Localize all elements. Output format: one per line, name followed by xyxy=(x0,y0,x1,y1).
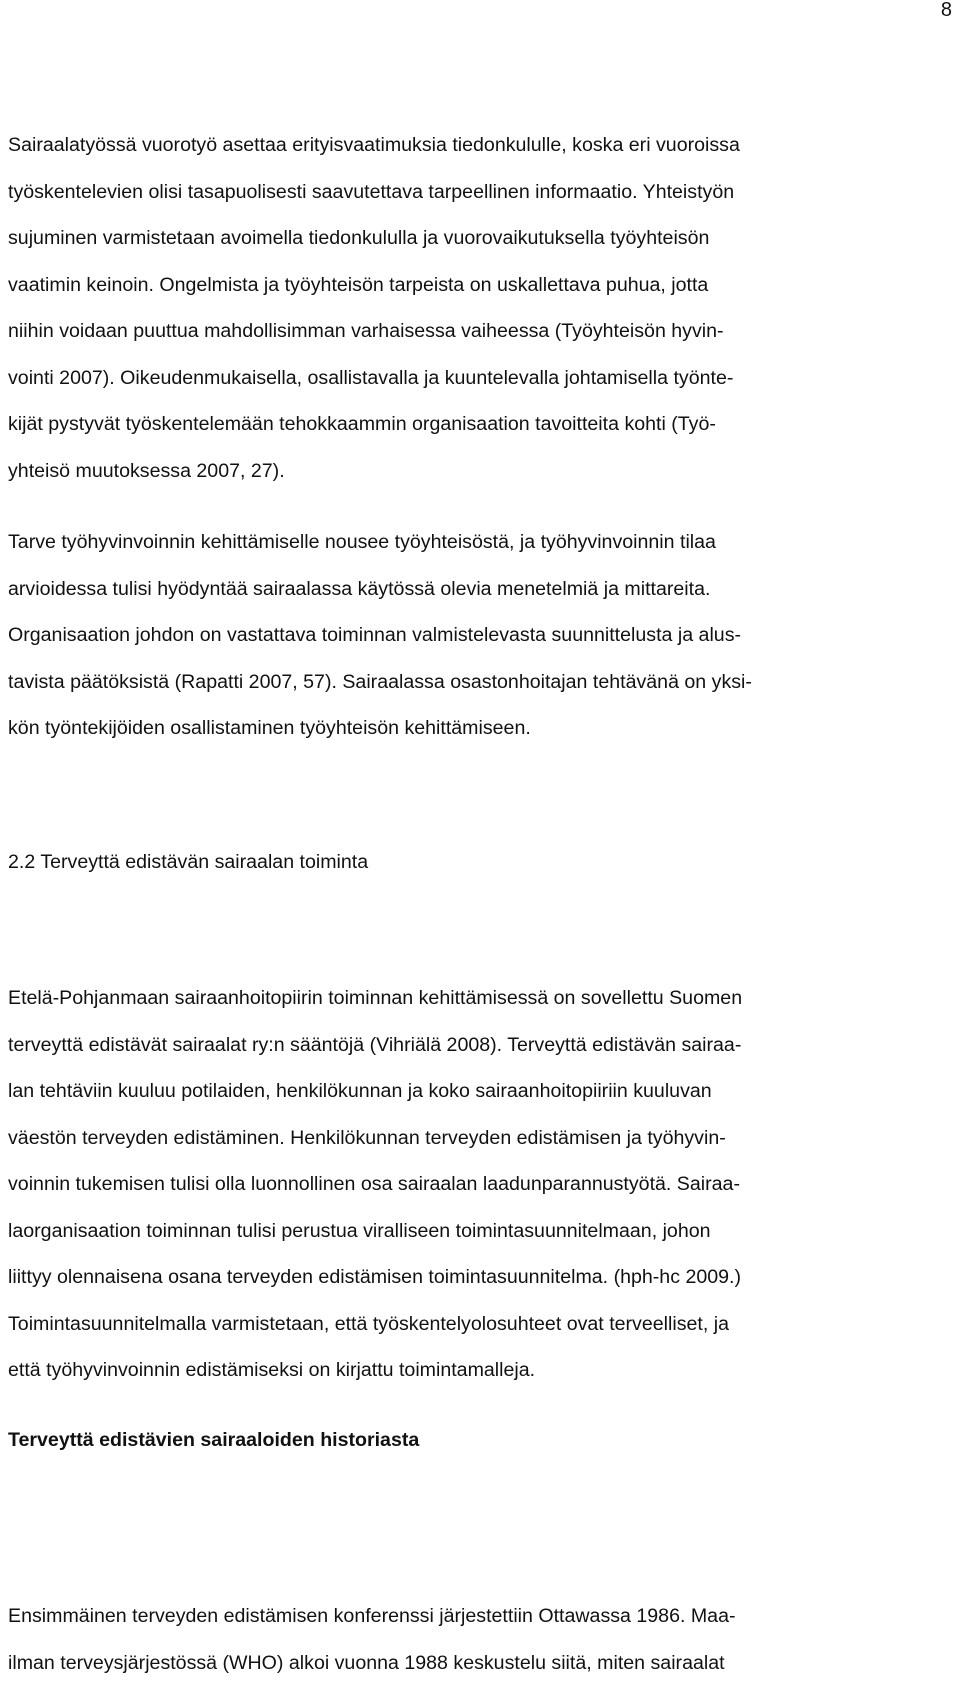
paragraph-line: vointi 2007). Oikeudenmukaisella, osallistavalla ja kuuntelevalla johtamisella työnte- xyxy=(8,366,734,389)
paragraph-line: arvioidessa tulisi hyödyntää sairaalassa käytössä olevia menetelmiä ja mittareita. xyxy=(8,577,711,600)
paragraph-2 xyxy=(8,519,956,752)
paragraph-line: ilman terveysjärjestössä (WHO) alkoi vuonna 1988 keskustelu siitä, miten sairaalat xyxy=(8,1651,725,1674)
paragraph-line: työskentelevien olisi tasapuolisesti saavutettava tarpeellinen informaatio. Yhteistyön xyxy=(8,180,735,203)
paragraph-line: Sairaalatyössä vuorotyö asettaa erityisvaatimuksia tiedonkululle, koska eri vuoroissa xyxy=(8,134,740,156)
paragraph-line: Organisaation johdon on vastattava toiminnan valmistelevasta suunnittelusta ja alus- xyxy=(8,624,742,646)
paragraph-1 xyxy=(8,122,956,494)
paragraph-line: kijät pystyvät työskentelemään tehokkaammin organisaation tavoitteita kohti (Työ- xyxy=(8,413,716,435)
paragraph-line: yhteisö muutoksessa 2007, 27). xyxy=(8,459,285,482)
paragraph-line: liittyy olennaisena osana terveyden edistämisen toimintasuunnitelma. (hph-hc 2009.) xyxy=(8,1266,742,1288)
page-number: 8 xyxy=(940,0,952,21)
paragraph-line: Etelä-Pohjanmaan sairaanhoitopiirin toiminnan kehittämisessä on sovellettu Suomen xyxy=(8,987,743,1009)
paragraph-4 xyxy=(8,1593,956,1686)
paragraph-line: sujuminen varmistetaan avoimella tiedonkululla ja vuorovaikutuksella työyhteisön xyxy=(8,227,710,249)
paragraph-line: vaatimin keinoin. Ongelmista ja työyhteisön tarpeista on uskallettava puhua, jotta xyxy=(8,273,709,296)
paragraph-line: Tarve työhyvinvoinnin kehittämiselle nousee työyhteisöstä, ja työhyvinvoinnin tilaa xyxy=(8,531,716,553)
paragraph-line: väestön terveyden edistäminen. Henkilökunnan terveyden edistämisen ja työhyvin- xyxy=(8,1126,726,1149)
paragraph-line: niihin voidaan puuttua mahdollisimman varhaisessa vaiheessa (Työyhteisön hyvin- xyxy=(8,320,724,342)
paragraph-line: Toimintasuunnitelmalla varmistetaan, että työskentelyolosuhteet ovat terveelliset, ja xyxy=(8,1312,729,1335)
paragraph-line: tavista päätöksistä (Rapatti 2007, 57). Sairaalassa osastonhoitajan tehtävänä on yksi- xyxy=(8,670,752,693)
paragraph-line: että työhyvinvoinnin edistämiseksi on kirjattu toimintamalleja. xyxy=(8,1359,536,1381)
paragraph-line: lan tehtäviin kuuluu potilaiden, henkilökunnan ja koko sairaanhoitopiiriin kuuluvan xyxy=(8,1080,712,1102)
paragraph-line: voinnin tukemisen tulisi olla luonnollinen osa sairaalan laadunparannustyötä. Sairaa- xyxy=(8,1173,740,1195)
paragraph-line: Ensimmäinen terveyden edistämisen konferenssi järjestettiin Ottawassa 1986. Maa- xyxy=(8,1605,736,1627)
paragraph-3 xyxy=(8,975,956,1394)
paragraph-line: terveyttä edistävät sairaalat ry:n sääntöjä (Vihriälä 2008). Terveyttä edistävän sairaa- xyxy=(8,1033,742,1056)
subsection-heading: Terveyttä edistävien sairaaloiden historiasta xyxy=(8,1429,420,1451)
paragraph-line: laorganisaation toiminnan tulisi perustua viralliseen toimintasuunnitelmaan, johon xyxy=(8,1219,711,1242)
paragraph-line: kön työntekijöiden osallistaminen työyhteisön kehittämiseen. xyxy=(8,717,531,739)
section-heading: 2.2 Terveyttä edistävän sairaalan toiminta xyxy=(8,851,369,873)
